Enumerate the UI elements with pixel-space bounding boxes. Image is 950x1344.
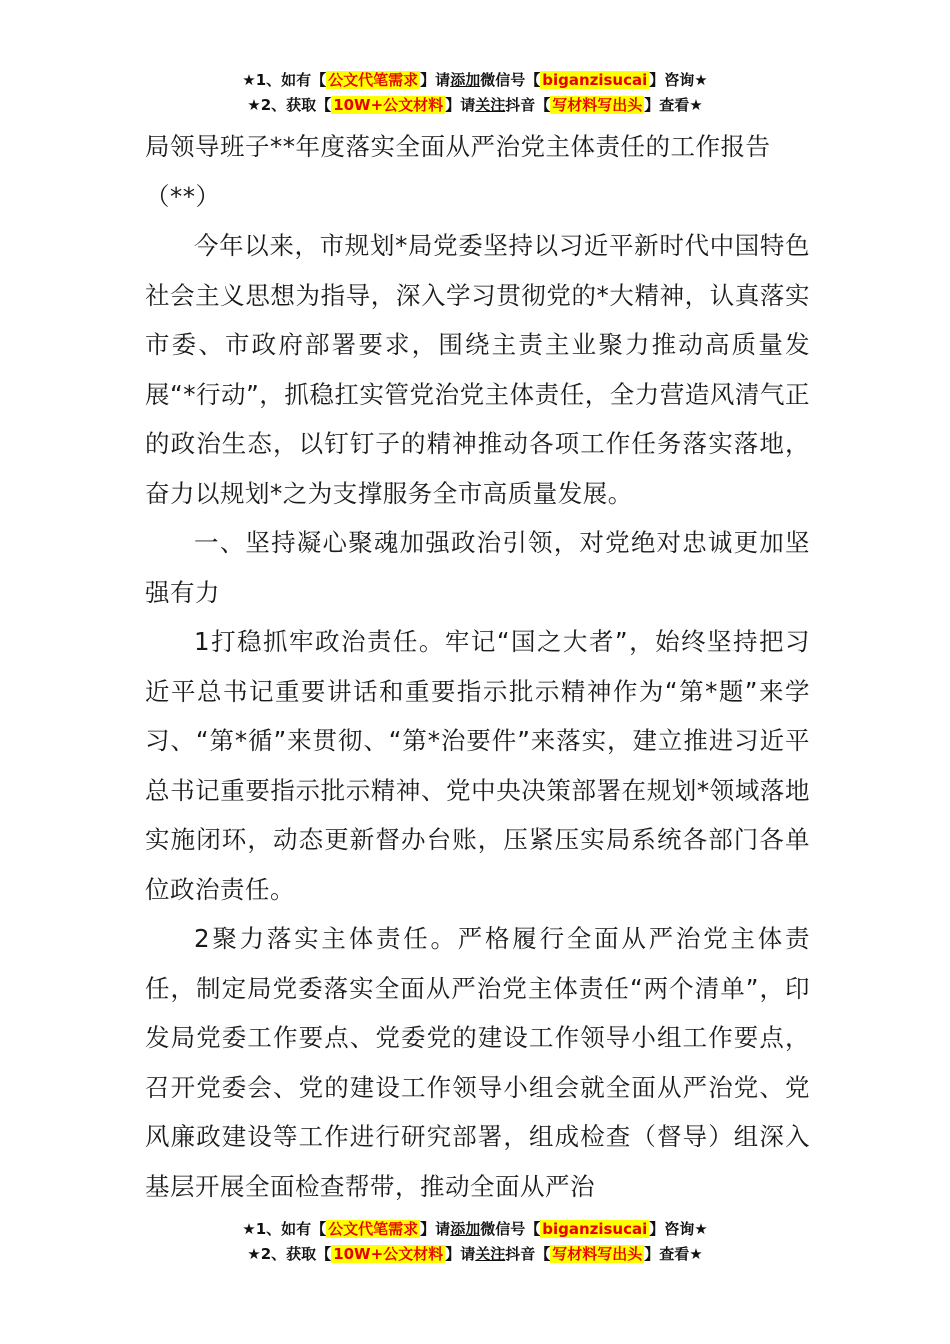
section-heading-1: 一、坚持凝心聚魂加强政治引领，对党绝对忠诚更加坚强有力 bbox=[145, 528, 810, 607]
highlight-materials: 10W+公文材料 bbox=[333, 1245, 444, 1263]
document-title: 局领导班子**年度落实全面从严治党主体责任的工作报告（**） bbox=[145, 132, 771, 211]
header-banner bbox=[0, 68, 950, 118]
footer-banner bbox=[0, 1217, 950, 1267]
highlight-service: 公文代笔需求 bbox=[328, 71, 419, 89]
highlight-materials: 10W+公文材料 bbox=[333, 96, 444, 114]
paragraph-item-2: 2聚力落实主体责任。严格履行全面从严治党主体责任，制定局党委落实全面从严治党主体责任“两个清单”，印发局党委工作要点、党委党的建设工作领导小组工作要点，召开党委会、党的建设工作领导小组会就全面从严治党、党风廉政建设等工作进行研究部署，组成检查（督导）组深入基层开展全面检查帮带，推动全面从严治 bbox=[145, 924, 810, 1201]
highlight-wechat-id: biganzisucai bbox=[542, 71, 648, 89]
paragraph-item-1: 1打稳抓牢政治责任。牢记“国之大者”，始终坚持把习近平总书记重要讲话和重要指示批示精神作为“第*题”来学习、“第*循”来贯彻、“第*治要件”来落实，建立推进习近平总书记重要指示批示精神、党中央决策部署在规划*领域落地实施闭环，动态更新督办台账，压紧压实局系统各部门各单位政治责任。 bbox=[145, 627, 810, 904]
highlight-service: 公文代笔需求 bbox=[328, 1220, 419, 1238]
banner-line-1: ★1、如有【 公文代笔需求 】请添加微信号【 biganzisucai 】咨询★ bbox=[242, 1220, 708, 1238]
banner-line-1: ★1、如有【 公文代笔需求 】请添加微信号【 biganzisucai 】咨询★ bbox=[242, 71, 708, 89]
banner-line-2: ★2、获取【 10W+公文材料 】请关注抖音【 写材料写出头 】查看★ bbox=[247, 96, 703, 114]
paragraph-intro: 今年以来，市规划*局党委坚持以习近平新时代中国特色社会主义思想为指导，深入学习贯彻党的*大精神，认真落实市委、市政府部署要求，围绕主责主业聚力推动高质量发展“*行动”，抓稳扛实管党治党主体责任，全力营造风清气正的政治生态，以钉钉子的精神推动各项工作任务落实落地，奋力以规划*之为支撑服务全市高质量发展。 bbox=[145, 231, 810, 508]
highlight-douyin-account: 写材料写出头 bbox=[552, 1245, 643, 1263]
highlight-wechat-id: biganzisucai bbox=[542, 1220, 648, 1238]
document-body bbox=[145, 122, 810, 1211]
banner-line-2: ★2、获取【 10W+公文材料 】请关注抖音【 写材料写出头 】查看★ bbox=[247, 1245, 703, 1263]
highlight-douyin-account: 写材料写出头 bbox=[552, 96, 643, 114]
